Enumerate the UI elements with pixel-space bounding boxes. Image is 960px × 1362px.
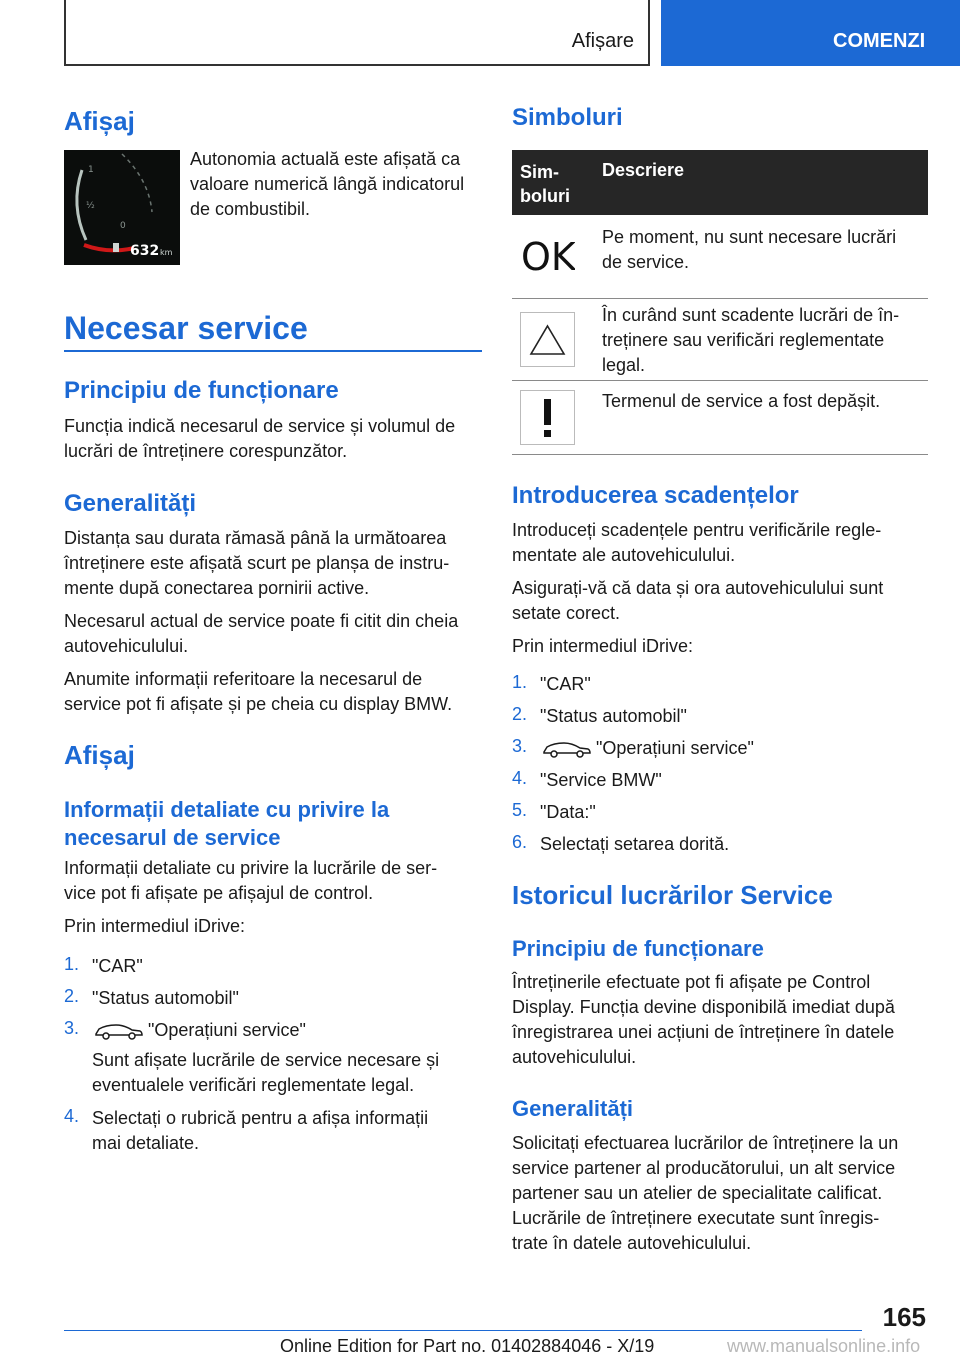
idrive-label: Prin intermediul iDrive: [64,916,246,936]
text-line: mente după conectarea pornirii active. [64,578,370,598]
text-line: Informații detaliate cu privire la lucrările de ser- [64,858,438,878]
warning-triangle-icon [520,312,575,367]
step-text: "Status automobil" [540,706,687,726]
text-line: Solicitați efectuarea lucrărilor de întreținere la un [512,1133,899,1153]
afisaj-text [190,147,490,222]
header-line: Sim- [520,162,560,182]
table-row [512,299,928,381]
istoric-heading: Istoricul lucrărilor Service [512,880,833,910]
text-line: valoare numerică lângă indicatorul [190,174,465,194]
car-icon [94,1022,144,1045]
text-line: partener sau un atelier de specialitate calificat. [512,1183,883,1203]
text-line: autovehiculului. [512,1047,637,1067]
fuel-gauge-icon [64,150,180,265]
step-text: eventualele verificări reglementate legal. [92,1075,415,1095]
text-line: legal. [602,355,646,375]
svg-text:0: 0 [120,221,126,231]
ok-icon [520,227,575,282]
generalitati2-text [512,1131,932,1256]
watermark-text: www.manualsonline.info [727,1336,921,1356]
step-number: 4. [512,768,528,788]
page-header [0,0,960,66]
table-row [512,215,928,299]
step-text: "Data:" [540,802,596,822]
afisaj2-heading: Afișaj [64,740,135,770]
text-line: întreținere este afișată scurt pe planșa de instru- [64,553,450,573]
text-line: service partener al producătorului, un alt service [512,1158,896,1178]
text-line: de combustibil. [190,199,311,219]
text-line: vice pot fi afișate pe afișajul de control. [64,883,374,903]
text-line: Introduceți scadențele pentru verificările regle- [512,520,882,540]
text-line: autovehiculului. [64,636,189,656]
info-text [64,856,484,939]
step-number: 6. [512,832,528,852]
header-chapter-label: COMENZI [833,30,926,52]
principiu2-text [512,970,932,1070]
step-text: "CAR" [540,674,591,694]
idrive-label: Prin intermediul iDrive: [512,636,694,656]
table-header [512,150,928,215]
header-section-label: Afișare [571,30,634,52]
text-line: Funcția indică necesarul de service și volumul de [64,416,456,436]
step-text: "Service BMW" [540,770,662,790]
text-line: treținere sau verificări reglementate [602,330,885,350]
text-line: Asigurați-vă că data și ora autovehiculului sunt [512,578,884,598]
exclamation-icon [520,390,575,445]
heading-rule [64,350,482,352]
step-number: 3. [64,1018,80,1038]
text-line: În curând sunt scadente lucrări de în- [602,305,900,325]
principiu-text [64,414,484,464]
step-number: 1. [512,672,528,692]
text-line: Termenul de service a fost depășit. [602,391,881,411]
step-number: 5. [512,800,528,820]
step-text: "Operațiuni service" [148,1020,306,1040]
gauge-unit: km [160,248,173,257]
col-header-description: Descriere [602,160,685,180]
afisaj-heading: Afișaj [64,106,135,136]
text-line: trate în datele autovehiculului. [512,1233,752,1253]
text-line: lucrări de întreținere corespunzător. [64,441,348,461]
header-line: boluri [520,186,570,206]
simboluri-heading: Simboluri [512,104,623,131]
text-line: Necesarul actual de service poate fi citit din cheia [64,611,459,631]
step-text: "Status automobil" [92,988,239,1008]
necesar-service-heading: Necesar service [64,310,308,346]
text-line: setate corect. [512,603,621,623]
fuel-gauge-image [64,150,180,265]
heading-line: necesarul de service [64,825,281,850]
principiu-heading: Principiu de funcționare [64,377,339,404]
generalitati-text [64,526,484,717]
text-line: mentate ale autovehiculului. [512,545,736,565]
text-line: Distanța sau durata rămasă până la următoarea [64,528,447,548]
principiu2-heading: Principiu de funcționare [512,936,764,961]
text-line: Display. Funcția devine disponibilă imediat după [512,997,895,1017]
col-header-symbols [520,160,580,208]
row-description [602,303,922,378]
step-text: Sunt afișate lucrările de service necesare și [92,1050,440,1070]
text-line: Pe moment, nu sunt necesare lucrări [602,227,897,247]
step-number: 1. [64,954,80,974]
header-section-box [64,0,650,66]
info-heading [64,796,389,852]
step-number: 2. [64,986,80,1006]
generalitati2-heading: Generalități [512,1096,634,1121]
page-number: 165 [882,1302,926,1332]
intro-text [512,518,932,659]
step-number: 4. [64,1106,80,1126]
footer-rule [64,1330,862,1331]
text-line: service pot fi afișate și pe cheia cu display BMW. [64,694,453,714]
svg-text:½: ½ [86,201,95,211]
step-text: "Operațiuni service" [596,738,754,758]
generalitati-heading: Generalități [64,490,197,517]
text-line: de service. [602,252,690,272]
step-number: 2. [512,704,528,724]
step-number: 3. [512,736,528,756]
row-description [602,225,922,275]
gauge-value: 632 [130,243,160,259]
text-line: Autonomia actuală este afișată ca [190,149,461,169]
row-description [602,389,922,414]
header-chapter-tab[interactable] [661,0,960,66]
step-text: Selectați setarea dorită. [540,834,730,854]
text-line: Anumite informații referitoare la necesarul de [64,669,423,689]
text-line: Lucrările de întreținere executate sunt înregis- [512,1208,880,1228]
heading-line: Informații detaliate cu privire la [64,797,390,822]
text-line: Întreținerile efectuate pot fi afișate pe Control [512,972,871,992]
table-row [512,381,928,455]
step-text: "CAR" [92,956,143,976]
text-line: înregistrarea unei acțiuni de întreținere în datele [512,1022,895,1042]
svg-text:1: 1 [88,165,94,175]
svg-text:OK: OK [521,235,575,279]
step-text: Selectați o rubrică pentru a afișa informații [92,1108,429,1128]
edition-text: Online Edition for Part no. 01402884046 - X/19 [280,1336,655,1356]
step-text: mai detaliate. [92,1133,200,1153]
car-icon [542,740,592,763]
intro-heading: Introducerea scadențelor [512,482,799,509]
